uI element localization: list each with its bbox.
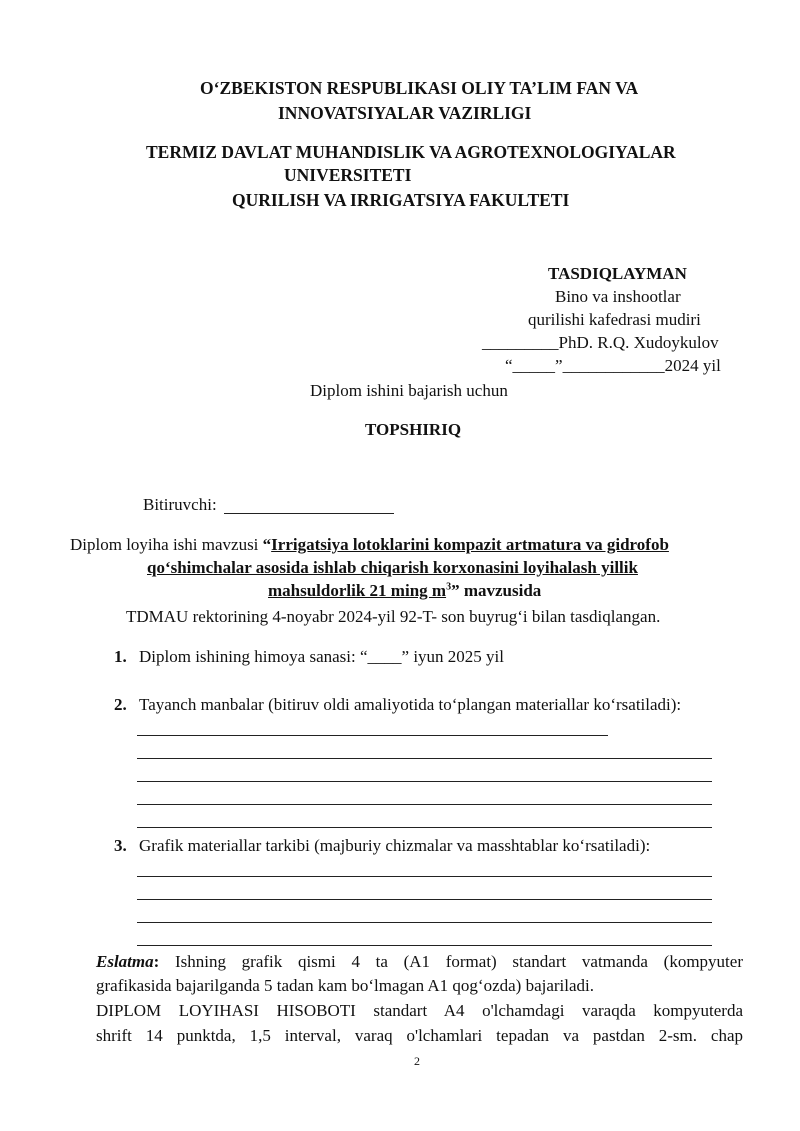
topic-prefix: Diplom loyiha ishi mavzusi <box>70 535 263 554</box>
note-line-1 <box>96 952 743 972</box>
item-2-answer-line <box>137 735 608 736</box>
university-line-2: UNIVERSITETI <box>284 165 412 185</box>
item-3-answer-line <box>137 922 712 923</box>
university-line-1: TERMIZ DAVLAT MUHANDISLIK VA AGROTEXNOLOGIYALAR <box>146 142 676 162</box>
approval-line-2: qurilishi kafedrasi mudiri <box>528 310 701 329</box>
ministry-line-1: O‘ZBEKISTON RESPUBLIKASI OLIY TA’LIM FAN VA <box>200 78 639 98</box>
note-line-2: grafikasida bajarilganda 5 tadan kam bo‘lmagan A1 qog‘ozda) bajariladi. <box>96 976 595 995</box>
topic-superscript: 3 <box>446 581 452 593</box>
topic-text-3: mahsuldorlik 21 ming m <box>268 581 447 600</box>
item-2-answer-line <box>137 781 712 782</box>
item-3-text: Grafik materiallar tarkibi (majburiy chizmalar va masshtablar ko‘rsatiladi): <box>139 836 651 855</box>
note-label: Eslatma <box>96 952 154 971</box>
item-2-answer-line <box>137 804 712 805</box>
item-2-number: 2. <box>114 695 127 714</box>
item-1-text: Diplom ishining himoya sanasi: “____” iyun 2025 yil <box>139 647 505 666</box>
approval-line-1: Bino va inshootlar <box>555 287 681 306</box>
topic-line-3 <box>268 581 541 601</box>
topic-text-2: qo‘shimchalar asosida ishlab chiqarish korxonasini loyihalash yillik <box>147 558 638 577</box>
item-3-answer-line <box>137 876 712 877</box>
note-line-4: shrift 14 punktda, 1,5 interval, varaq o'lchamlari tepadan va pastdan 2-sm. chap <box>96 1026 743 1045</box>
item-3-answer-line <box>137 899 712 900</box>
item-2-answer-line <box>137 758 712 759</box>
topic-open-quote: “ <box>262 535 272 554</box>
rector-order: TDMAU rektorining 4-noyabr 2024-yil 92-T- son buyrug‘i bilan tasdiqlangan. <box>126 607 661 626</box>
graduate-label: Bitiruvchi: <box>143 495 217 514</box>
item-1-number: 1. <box>114 647 127 666</box>
ministry-line-2: INNOVATSIYALAR VAZIRLIGI <box>278 103 532 123</box>
approval-signature: _________PhD. R.Q. Xudoykulov <box>482 333 719 352</box>
graduate-name-line <box>224 513 394 514</box>
topic-suffix: ” mavzusida <box>451 581 542 600</box>
approval-date: “_____”____________2024 yil <box>505 356 721 375</box>
item-2-text: Tayanch manbalar (bitiruv oldi amaliyotida to‘plangan materiallar ko‘rsatiladi): <box>139 695 682 714</box>
page-number: 2 <box>414 1054 420 1068</box>
topic-text-1: Irrigatsiya lotoklarini kompazit artmatura va gidrofob <box>271 535 669 554</box>
item-3-answer-line <box>137 945 712 946</box>
assignment-intro: Diplom ishini bajarish uchun <box>310 381 508 400</box>
item-2-answer-line <box>137 827 712 828</box>
topic-line-1 <box>70 535 669 555</box>
assignment-title: TOPSHIRIQ <box>365 420 462 439</box>
faculty-name: QURILISH VA IRRIGATSIYA FAKULTETI <box>232 190 570 210</box>
approval-title: TASDIQLAYMAN <box>548 264 687 283</box>
item-3-number: 3. <box>114 836 127 855</box>
note-text-1: Ishning grafik qismi 4 ta (A1 format) standart vatmanda (kompyuter <box>159 952 743 971</box>
note-line-3: DIPLOM LOYIHASI HISOBOTI standart A4 o'lchamdagi varaqda kompyuterda <box>96 1001 743 1020</box>
note-colon: : <box>153 952 160 971</box>
